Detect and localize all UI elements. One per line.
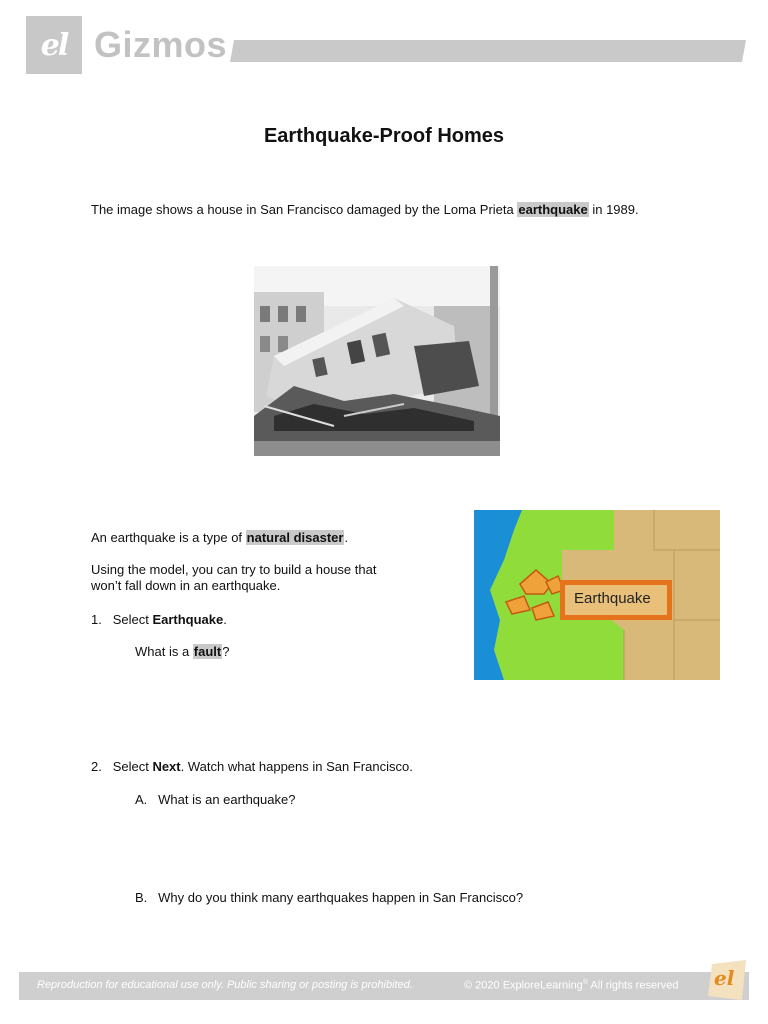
- fault-question-end: ?: [222, 644, 230, 659]
- question-2-bold: Next: [152, 759, 181, 774]
- question-2a-text: What is an earthquake?: [158, 792, 296, 807]
- question-2-text: Select: [112, 759, 153, 774]
- question-1-end: .: [223, 612, 227, 627]
- page-title: Earthquake-Proof Homes: [263, 125, 505, 147]
- vocab-natural-disaster[interactable]: natural disaster: [246, 530, 344, 545]
- disaster-text-end: .: [344, 530, 349, 545]
- question-2b: [135, 890, 523, 906]
- logo-text: el: [40, 27, 68, 63]
- question-2-end: . Watch what happens in San Francisco.: [180, 759, 413, 774]
- model-paragraph: [91, 562, 376, 594]
- copyright-text: © 2020 ExploreLearning: [464, 979, 583, 992]
- rights-text: All rights reserved: [587, 979, 679, 992]
- disaster-text: An earthquake is a type of: [91, 530, 246, 545]
- earthquake-map: [474, 510, 720, 680]
- vocab-fault[interactable]: fault: [193, 644, 222, 659]
- fault-question-text: What is a: [135, 644, 193, 659]
- brand-name: Gizmos: [94, 24, 228, 65]
- question-1-number: 1.: [91, 612, 102, 627]
- question-1-sub: [135, 644, 229, 660]
- intro-paragraph: [91, 202, 639, 218]
- model-line-1: Using the model, you can try to build a house that: [91, 562, 377, 577]
- registered-mark: ®: [582, 979, 588, 986]
- question-1-text: Select: [112, 612, 153, 627]
- vocab-earthquake[interactable]: earthquake: [518, 202, 588, 217]
- question-2a-label: A.: [135, 792, 148, 807]
- question-2b-text: Why do you think many earthquakes happen in San Francisco?: [158, 890, 524, 905]
- footer-notice: Reproduction for educational use only. Public sharing or posting is prohibited.: [37, 979, 413, 991]
- disaster-paragraph: [91, 530, 348, 546]
- question-2-number: 2.: [91, 759, 102, 774]
- footer-bar: [19, 972, 749, 1000]
- question-1: [91, 612, 227, 628]
- header-stripe: [230, 40, 746, 62]
- question-2a: [135, 792, 295, 808]
- intro-text: The image shows a house in San Francisco damaged by the Loma Prieta: [91, 202, 518, 217]
- question-2b-label: B.: [135, 890, 148, 905]
- question-2: [91, 759, 413, 775]
- question-1-bold: Earthquake: [152, 612, 224, 627]
- badge-text: el: [714, 966, 735, 990]
- gizmos-logo: [26, 16, 82, 74]
- model-line-2: won’t fall down in an earthquake.: [91, 578, 281, 593]
- footer-copyright: [464, 979, 678, 992]
- map-label[interactable]: Earthquake: [574, 590, 651, 607]
- damaged-house-photo: [254, 266, 500, 456]
- intro-text-end: in 1989.: [588, 202, 639, 217]
- explorelearning-badge-icon: [706, 960, 748, 1007]
